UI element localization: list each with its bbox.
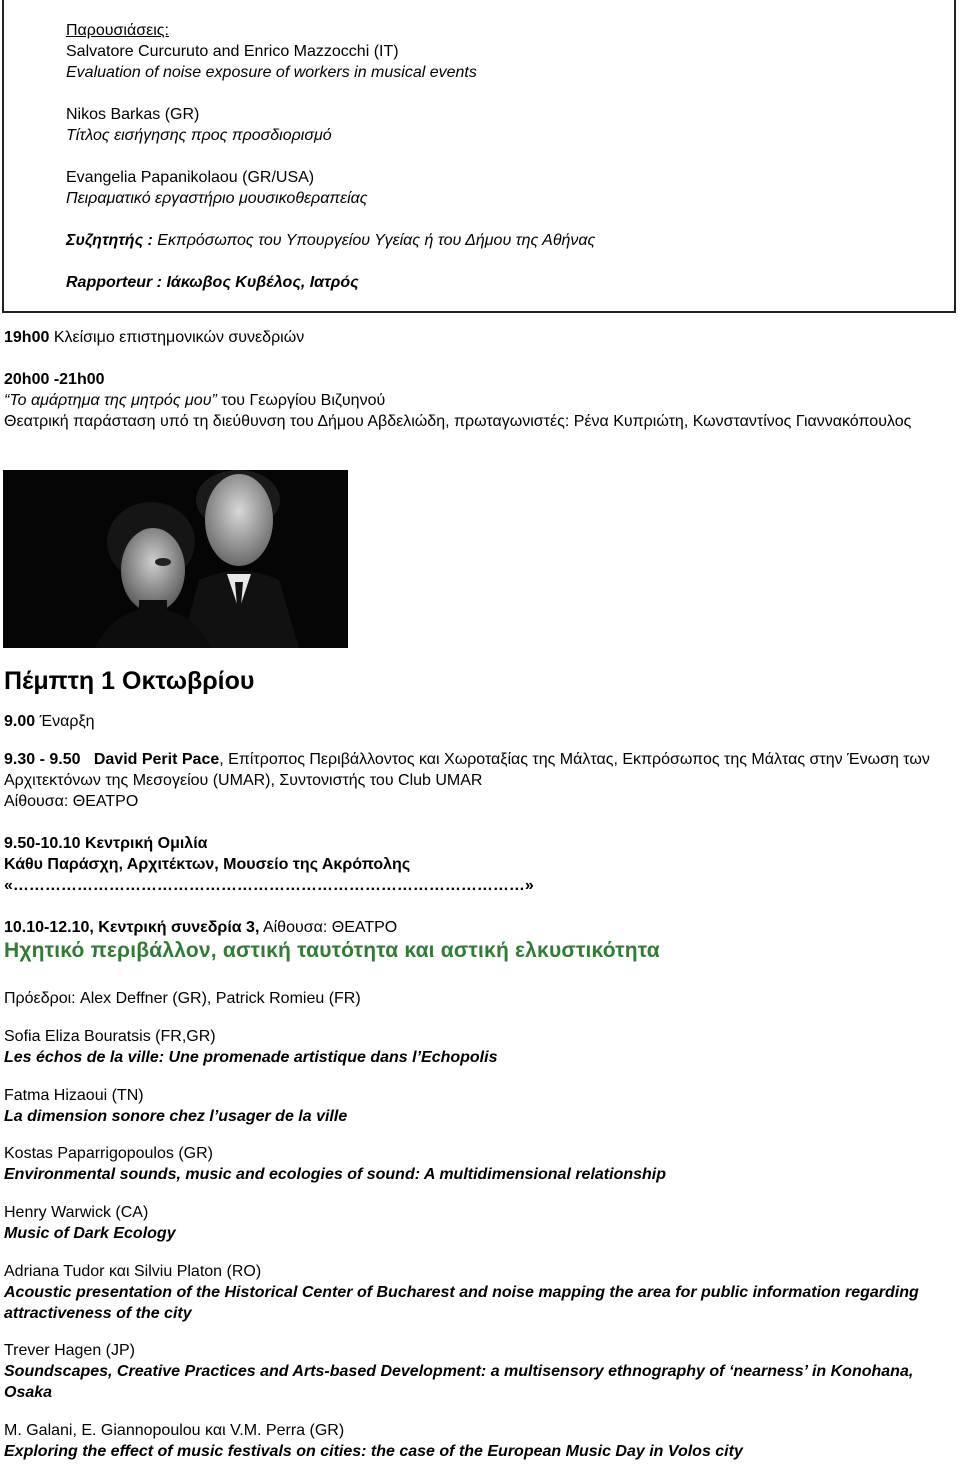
talk-item xyxy=(4,1261,956,1324)
closing-text: Κλείσιμο επιστημονικών συνεδριών xyxy=(49,329,305,346)
session1-text xyxy=(4,751,930,789)
talk-item xyxy=(4,1143,956,1185)
talk-title: Les échos de la ville: Une promenade artistique dans l’Echopolis xyxy=(4,1049,498,1066)
closing-time: 19h00 xyxy=(4,329,50,346)
theatre-author: του Γεωργίου Βιζυηνού xyxy=(216,392,386,409)
session1-description: , Επίτροπος Περιβάλλοντος και Χωροταξίας της Μάλτας, Εκπρόσωπος της Μάλτας στην Ένωση των Αρχιτεκτόνων της Μεσογείου (UMAR), Συντονιστής του Club UMAR xyxy=(4,751,930,789)
talk-speaker: Salvatore Curcuruto and Enrico Mazzocchi (IT) xyxy=(66,43,399,60)
talk-title: Music of Dark Ecology xyxy=(4,1225,176,1242)
session1-room: Αίθουσα: ΘΕΑΤΡΟ xyxy=(4,793,139,810)
talk-title: Acoustic presentation of the Historical Center of Bucharest and noise mapping the area for public information regarding attractiveness of the city xyxy=(4,1284,919,1322)
session-box-content xyxy=(66,20,946,293)
theatre-time: 20h00 -21h00 xyxy=(4,371,105,388)
talk-item xyxy=(4,1085,956,1127)
talk-speaker: Kostas Paparrigopoulos (GR) xyxy=(4,1145,213,1162)
session1-block xyxy=(4,749,956,812)
presentations-label: Παρουσιάσεις: xyxy=(66,22,169,39)
opening-time: 9.00 xyxy=(4,713,36,730)
theatre-description: Θεατρική παράσταση υπό τη διεύθυνση του Δήμου Αβδελιώδη, πρωταγωνιστές: Ρένα Κυπριώτη, Κωνσταντίνος Γιαννακόπουλος xyxy=(4,413,912,430)
discussant-line xyxy=(66,230,946,251)
plenary-time-line xyxy=(4,917,956,938)
discussant-label: Συζητητής : xyxy=(66,232,153,249)
keynote-title: «……………………………………………………………………………………» xyxy=(4,877,534,894)
session-box xyxy=(2,0,956,313)
talk-title: La dimension sonore chez l’usager de la ville xyxy=(4,1108,348,1125)
talk-item xyxy=(4,1202,956,1244)
talk-speaker: Sofia Eliza Bouratsis (FR,GR) xyxy=(4,1028,216,1045)
talk-title: Πειραματικό εργαστήριο μουσικοθεραπείας xyxy=(66,190,368,207)
plenary-time: 10.10-12.10, Κεντρική συνεδρία 3, xyxy=(4,919,260,936)
day-heading: Πέμπτη 1 Οκτωβρίου xyxy=(4,667,255,695)
discussant-name: Εκπρόσωπος του Υπουργείου Υγείας ή του Δήμου της Αθήνας xyxy=(152,232,596,249)
talk-speaker: Evangelia Papanikolaou (GR/USA) xyxy=(66,169,315,186)
keynote-speaker: Κάθυ Παράσχη, Αρχιτέκτων, Μουσείο της Ακρόπολης xyxy=(4,856,411,873)
talk-speaker: Nikos Barkas (GR) xyxy=(66,106,200,123)
rapporteur: Rapporteur : Ιάκωβος Κυβέλος, Ιατρός xyxy=(66,274,359,291)
talk-speaker: Henry Warwick (CA) xyxy=(4,1204,149,1221)
plenary-chairs: Πρόεδροι: Alex Deffner (GR), Patrick Romieu (FR) xyxy=(4,990,361,1007)
talk-title: Soundscapes, Creative Practices and Arts-based Development: a multisensory ethnography of ‘nearness’ in Konohana, Osaka xyxy=(4,1363,914,1401)
closing-line xyxy=(4,327,956,348)
talk-item xyxy=(4,1420,956,1462)
plenary-header xyxy=(4,917,956,964)
session1-time: 9.30 - 9.50 xyxy=(4,751,81,768)
talk-title: Exploring the effect of music festivals on cities: the case of the European Music Day in Volos city xyxy=(4,1443,743,1460)
talk-speaker: Fatma Hizaoui (TN) xyxy=(4,1087,144,1104)
plenary-room: Αίθουσα: ΘΕΑΤΡΟ xyxy=(259,919,398,936)
keynote-time: 9.50-10.10 Κεντρική Ομιλία xyxy=(4,835,208,852)
theatre-title: “Το αμάρτημα της μητρός μου” xyxy=(4,392,217,409)
session1-speaker: David Perit Pace xyxy=(93,751,220,768)
talk-item xyxy=(4,1026,956,1068)
talk-title: Environmental sounds, music and ecologies of sound: A multidimensional relationship xyxy=(4,1166,667,1183)
theatre-title-line xyxy=(4,390,956,411)
theatre-block xyxy=(4,369,956,432)
talk-speaker: Adriana Tudor και Silviu Platon (RO) xyxy=(4,1263,262,1280)
talk-title: Evaluation of noise exposure of workers in musical events xyxy=(66,64,477,81)
talk-title: Τίτλος εισήγησης προς προσδιορισμό xyxy=(66,127,332,144)
theatre-photo xyxy=(3,470,348,648)
opening-text: Έναρξη xyxy=(35,713,95,730)
talk-item xyxy=(4,1340,956,1403)
keynote-block xyxy=(4,833,956,896)
actors-photo-illustration xyxy=(3,470,348,648)
plenary-title: Ηχητικό περιβάλλον, αστική ταυτότητα και αστική ελκυστικότητα xyxy=(4,939,660,962)
talk-speaker: M. Galani, E. Giannopoulou και V.M. Perra (GR) xyxy=(4,1422,345,1439)
talk-speaker: Trever Hagen (JP) xyxy=(4,1342,135,1359)
opening-line xyxy=(4,711,956,732)
